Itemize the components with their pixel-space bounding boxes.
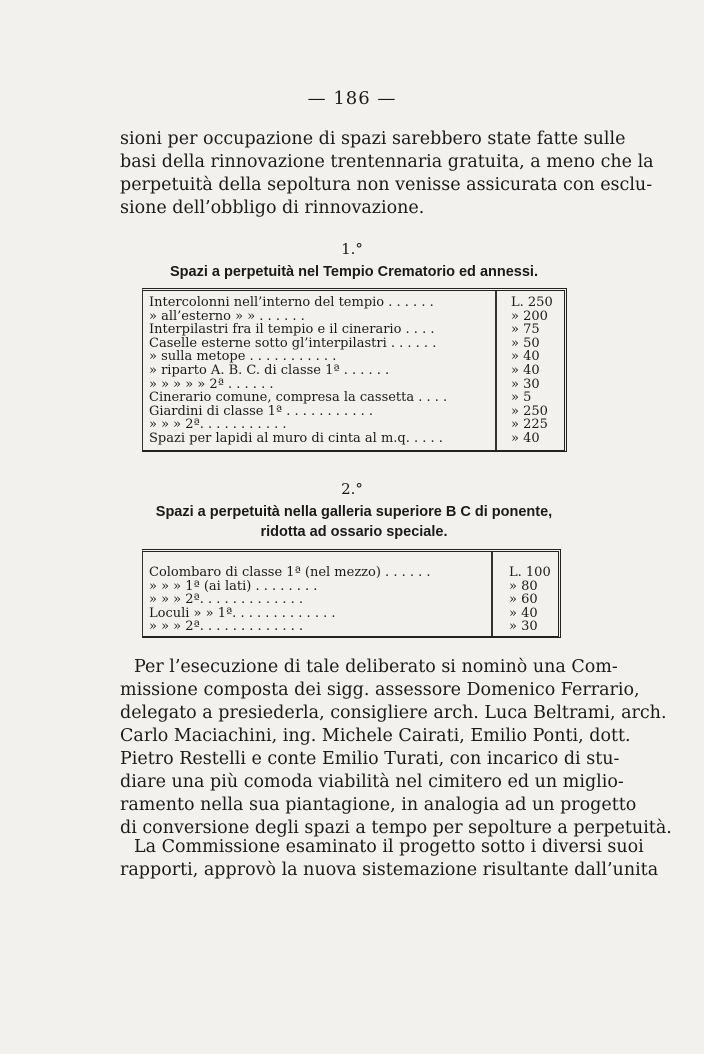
row-description: Spazi per lapidi al muro di cinta al m.q. . . . . xyxy=(149,430,443,446)
text-line: sione dell’obbligo di rinnovazione. xyxy=(120,198,425,218)
text-line: delegato a presiederla, consigliere arch. Luca Beltrami, arch. xyxy=(120,703,667,723)
section1-title: Spazi a perpetuità nel Tempio Crematorio ed annessi. xyxy=(170,264,538,280)
intro-paragraph xyxy=(120,128,654,220)
row-description: Colombaro di classe 1ª (nel mezzo) . . . . . . xyxy=(149,565,431,580)
table-row xyxy=(143,378,564,392)
page-number: — 186 — xyxy=(307,88,397,109)
text-line: perpetuità della sepoltura non venisse assicurata con esclu- xyxy=(120,175,653,195)
row-price: » 250 xyxy=(511,403,548,419)
row-price: » 200 xyxy=(511,308,548,324)
row-description: Interpilastri fra il tempio e il cinerario . . . . xyxy=(149,322,435,338)
row-description: Caselle esterne sotto gl’interpilastri . . . . . . xyxy=(149,335,437,351)
row-price: » 30 xyxy=(511,376,540,392)
row-description: » » » 2ª. . . . . . . . . . . . . xyxy=(149,592,304,608)
row-price: » 80 xyxy=(509,578,538,594)
row-description: » » » 1ª (ai lati) . . . . . . . . xyxy=(149,578,318,594)
table-row xyxy=(143,310,564,324)
row-price: » 60 xyxy=(509,592,538,608)
text-line: missione composta dei sigg. assessore Domenico Ferrario, xyxy=(120,680,640,700)
text-line: di conversione degli spazi a tempo per sepolture a perpetuità. xyxy=(120,818,672,838)
table-row xyxy=(143,566,558,580)
row-description: Intercolonni nell’interno del tempio . . . . . . xyxy=(149,295,434,310)
table-row xyxy=(143,405,564,419)
table-row xyxy=(143,620,558,634)
table-row xyxy=(143,350,564,364)
table-row xyxy=(143,323,564,337)
text-line: basi della rinnovazione trentennaria gratuita, a meno che la xyxy=(120,152,654,172)
body-paragraph-approval xyxy=(120,836,659,882)
row-description: » » » » » 2ª . . . . . . xyxy=(149,376,274,392)
table-row xyxy=(143,580,558,594)
section1-price-table xyxy=(142,288,567,452)
row-description: » sulla metope . . . . . . . . . . . xyxy=(149,349,337,365)
table-row xyxy=(143,418,564,432)
text-line: La Commissione esaminato il progetto sotto i diversi suoi xyxy=(134,837,644,857)
row-description: » riparto A. B. C. di classe 1ª . . . . . . xyxy=(149,362,390,378)
row-price: » 40 xyxy=(511,349,540,365)
section1-number: 1.° xyxy=(341,240,363,258)
table-row xyxy=(143,391,564,405)
text-line: diare una più comoda viabilità nel cimitero ed un miglio- xyxy=(120,772,624,792)
table-row xyxy=(143,296,564,310)
section2-price-table xyxy=(142,549,561,638)
text-line: sioni per occupazione di spazi sarebbero state fatte sulle xyxy=(120,129,626,149)
row-price: » 50 xyxy=(511,335,540,351)
text-line: rapporti, approvò la nuova sistemazione risultante dall’unita xyxy=(120,860,659,880)
row-price: » 225 xyxy=(511,417,548,433)
table-row xyxy=(143,593,558,607)
row-price: » 40 xyxy=(511,362,540,378)
table-row xyxy=(143,364,564,378)
row-price: » 5 xyxy=(511,390,532,406)
row-description: » » » 2ª. . . . . . . . . . . . . xyxy=(149,619,304,635)
row-price: » 40 xyxy=(511,430,540,446)
row-description: Giardini di classe 1ª . . . . . . . . . . . xyxy=(149,403,373,419)
table-row xyxy=(143,337,564,351)
text-line: ramento nella sua piantagione, in analogia ad un progetto xyxy=(120,795,637,815)
section2-number: 2.° xyxy=(341,480,363,498)
row-description: Loculi » » 1ª. . . . . . . . . . . . . xyxy=(149,605,336,621)
row-price: » 75 xyxy=(511,322,540,338)
table-row xyxy=(143,607,558,621)
row-price: » 40 xyxy=(509,605,538,621)
row-description: » » » 2ª. . . . . . . . . . . xyxy=(149,417,287,433)
body-paragraph-commission xyxy=(120,656,672,840)
section2-title: Spazi a perpetuità nella galleria superiore B C di ponente, ridotta ad ossario speciale. xyxy=(155,504,553,540)
row-price: » 30 xyxy=(509,619,538,635)
row-description: » all’esterno » » . . . . . . xyxy=(149,308,305,324)
row-description: Cinerario comune, compresa la cassetta . . . . xyxy=(149,390,448,406)
text-line: Pietro Restelli e conte Emilio Turati, con incarico di stu- xyxy=(120,749,620,769)
text-line: Carlo Maciachini, ing. Michele Cairati, Emilio Ponti, dott. xyxy=(120,726,631,746)
row-price: L. 250 xyxy=(511,295,553,310)
row-price: L. 100 xyxy=(509,565,551,580)
table-row xyxy=(143,432,564,446)
text-line: Per l’esecuzione di tale deliberato si nominò una Com- xyxy=(134,657,618,677)
